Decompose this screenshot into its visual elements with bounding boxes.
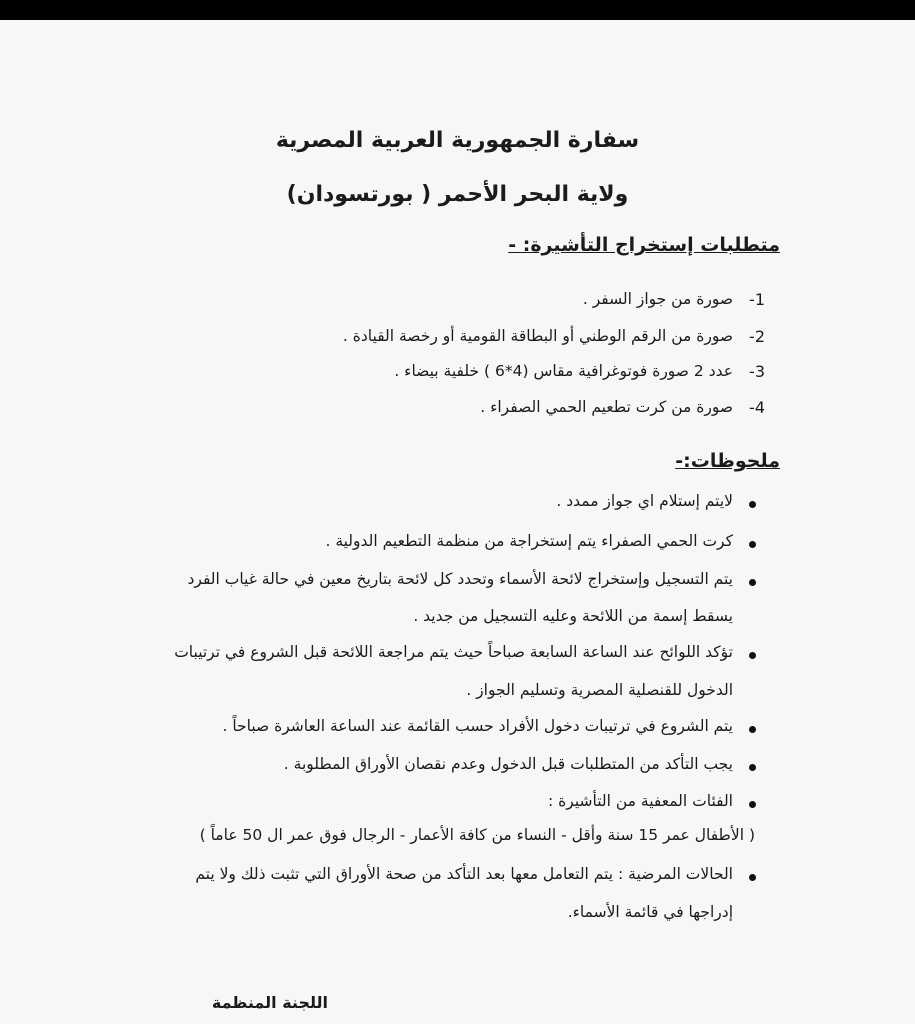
note-item: الحالات المرضية : يتم التعامل معها بعد التأكد من صحة الأوراق التي تثبت ذلك ولا يتم [195, 865, 733, 883]
embassy-title: سفارة الجمهورية العربية المصرية [275, 128, 640, 153]
requirement-item: صورة من الرقم الوطني أو البطاقة القومية أو رخصة القيادة . [342, 327, 733, 345]
bullet-icon [749, 801, 756, 808]
bullet-icon [749, 579, 756, 586]
bullet-icon [749, 874, 756, 881]
top-black-bar [0, 0, 915, 20]
signature-organizing-committee: اللجنة المنظمة [211, 993, 328, 1012]
note-item: يتم الشروع في ترتيبات دخول الأفراد حسب القائمة عند الساعة العاشرة صباحاً . [222, 717, 733, 735]
note-item-continuation: يسقط إسمة من اللائحة وعليه التسجيل من جديد . [413, 607, 733, 625]
note-item: لايتم إستلام اي جواز ممدد . [556, 492, 733, 510]
bullet-icon [749, 501, 756, 508]
note-item: كرت الحمي الصفراء يتم إستخراجة من منظمة التطعيم الدولية . [325, 532, 733, 550]
requirements-heading: متطلبات إستخراج التأشيرة: - [508, 234, 780, 256]
bullet-icon [749, 764, 756, 771]
requirement-number: -3 [749, 362, 765, 381]
note-item: تؤكد اللوائح عند الساعة السابعة صباحاً حيث يتم مراجعة اللائحة قبل الشروع في ترتيبات [174, 643, 733, 661]
bullet-icon [749, 652, 756, 659]
bullet-icon [749, 726, 756, 733]
requirement-item: صورة من كرت تطعيم الحمي الصفراء . [480, 398, 733, 416]
note-item: يتم التسجيل وإستخراج لائحة الأسماء وتحدد كل لائحة بتاريخ معين في حالة غياب الفرد [187, 570, 733, 588]
note-item-continuation: إدراجها في قائمة الأسماء. [567, 903, 733, 921]
requirement-item: صورة من جواز السفر . [582, 290, 733, 308]
note-item: الفئات المعفية من التأشيرة : [548, 792, 733, 810]
note-item-continuation: ( الأطفال عمر 15 سنة وأقل - النساء من كافة الأعمار - الرجال فوق عمر ال 50 عاماً ) [199, 826, 755, 844]
note-item: يجب التأكد من المتطلبات قبل الدخول وعدم نقصان الأوراق المطلوبة . [283, 755, 733, 773]
requirement-item: عدد 2 صورة فوتوغرافية مقاس (4*6 ) خلفية بيضاء . [394, 362, 733, 380]
notes-heading: ملحوظات:- [675, 450, 780, 472]
note-item-continuation: الدخول للقنصلية المصرية وتسليم الجواز . [466, 681, 733, 699]
requirement-number: -2 [749, 327, 765, 346]
requirement-number: -4 [749, 398, 765, 417]
requirement-number: -1 [749, 290, 765, 309]
state-subtitle: ولاية البحر الأحمر ( بورتسودان) [286, 182, 629, 207]
bullet-icon [749, 541, 756, 548]
